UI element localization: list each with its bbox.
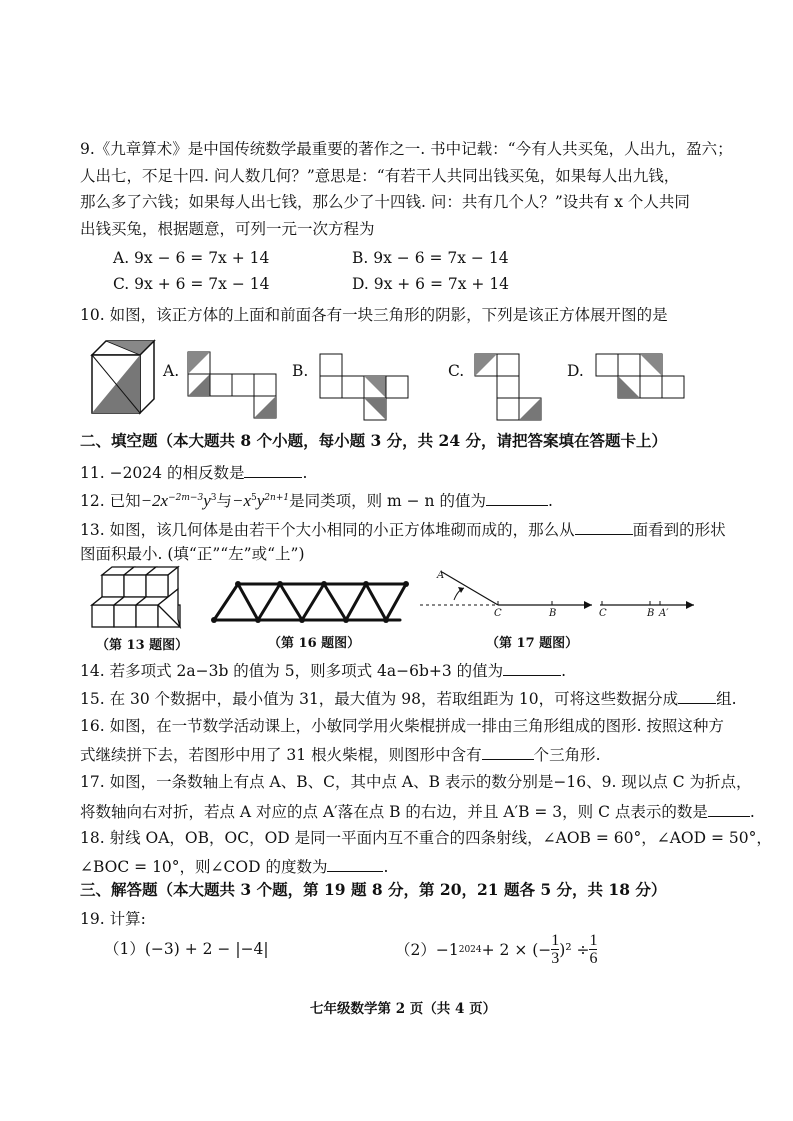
- cube-figure: [88, 337, 158, 417]
- fig17-label-b: B: [549, 608, 557, 619]
- q15-answer-blank[interactable]: [678, 687, 716, 704]
- q9-line2: 人出七，不足十四. 问人数几何？”意思是：“有若干人共同出钱买兔，如果每人出九钱，: [80, 167, 680, 185]
- q14-answer-blank[interactable]: [503, 659, 561, 676]
- figure-16-matchsticks: [208, 578, 408, 626]
- q19-text: 19. 计算:: [80, 910, 146, 928]
- net-option-a: [188, 352, 280, 418]
- q18-line1: 18. 射线 OA，OB，OC，OD 是同一平面内互不重合的四条射线，∠AOB = 60°，∠AOD = 50°，: [80, 829, 772, 847]
- q9-line3: 那么多了六钱；如果每人出七钱，那么少了十四钱. 问：共有几个人？”设共有 x 个人共同: [80, 193, 690, 211]
- q10-label-a: A.: [163, 362, 180, 380]
- figure-13-cubes: [88, 565, 188, 629]
- fraction-one-third: $\frac{1}{3}$: [551, 932, 560, 967]
- q12-answer-blank[interactable]: [486, 489, 548, 506]
- page-footer: 七年级数学第 2 页（共 4 页）: [310, 1001, 497, 1017]
- figure-16-caption: （第 16 题图）: [268, 636, 361, 651]
- q12: 12. 已知$-2x^{-2m-3}y^3$与$-x^5y^{2n+1}$是同类项，则 m − n 的值为 .: [80, 491, 553, 511]
- q17-line2: 将数轴向右对折，若点 A 对应的点 A′落在点 B 的右边，并且 A′B = 3，则 C 点表示的数是 .: [80, 800, 755, 822]
- q9-option-b: B. 9x − 6 = 7x − 14: [352, 249, 509, 267]
- section3-heading: 三、解答题（本大题共 3 个题，第 19 题 8 分，第 20，21 题各 5 分，共 18 分）: [80, 880, 667, 899]
- q16-line2: 式继续拼下去，若图形中用了 31 根火柴棍，则图形中含有 个三角形.: [80, 743, 601, 765]
- fig17-label-c2: C: [599, 608, 607, 619]
- figure-13-caption: （第 13 题图）: [96, 638, 189, 653]
- q16-line1: 16. 如图，在一节数学活动课上，小敏同学用火柴棍拼成一排由三角形组成的图形. 按照这种方: [80, 717, 724, 735]
- q18-answer-blank[interactable]: [327, 855, 383, 872]
- q10-label-c: C.: [448, 362, 465, 380]
- q15: 15. 在 30 个数据中，最小值为 31，最大值为 98，若取组距为 10，可将这些数据分成 组.: [80, 687, 737, 709]
- q11-text: 11. −2024 的相反数是: [80, 464, 245, 482]
- figure-17-number-lines: [420, 568, 700, 628]
- q9-option-a: A. 9x − 6 = 7x + 14: [113, 249, 270, 267]
- q19-part2: （2）−1 2024 + 2 × (− $\frac{1}{3}$ )² ÷ $\frac{1}{6}$: [395, 932, 598, 967]
- q9-option-c: C. 9x + 6 = 7x − 14: [113, 275, 270, 293]
- q13-line2: 图面积最小. (填“正”“左”或“上”): [80, 545, 305, 563]
- net-option-c: [475, 354, 555, 420]
- q9-option-d: D. 9x + 6 = 7x + 14: [352, 275, 510, 293]
- q14: 14. 若多项式 2a−3b 的值为 5，则多项式 4a−6b+3 的值为 .: [80, 659, 566, 681]
- q19-part1: （1）(−3) + 2 − |−4|: [104, 940, 269, 958]
- fig17-label-b2: B: [647, 608, 655, 619]
- q10-text: 10. 如图，该正方体的上面和前面各有一块三角形的阴影，下列是该正方体展开图的是: [80, 306, 668, 324]
- net-option-d: [596, 354, 688, 400]
- figure-17-caption: （第 17 题图）: [486, 636, 579, 651]
- q10-label-b: B.: [292, 362, 309, 380]
- q13-answer-blank[interactable]: [575, 518, 633, 535]
- fig17-label-a: A: [437, 570, 445, 581]
- q11-answer-blank[interactable]: [244, 461, 302, 478]
- fraction-one-sixth: $\frac{1}{6}$: [589, 932, 598, 967]
- q9-line4: 出钱买兔，根据题意，可列一元一次方程为: [80, 220, 375, 238]
- q16-answer-blank[interactable]: [482, 743, 534, 760]
- q10-label-d: D.: [567, 362, 584, 380]
- q17-answer-blank[interactable]: [708, 800, 750, 817]
- q18-line2: ∠BOC = 10°，则∠COD 的度数为 .: [80, 855, 388, 877]
- q17-line1: 17. 如图，一条数轴上有点 A、B、C，其中点 A、B 表示的数分别是−16、9. 现以点 C 为折点，: [80, 773, 752, 791]
- net-option-b: [320, 354, 412, 420]
- section2-heading: 二、填空题（本大题共 8 个小题，每小题 3 分，共 24 分，请把答案填在答题卡上）: [80, 431, 668, 450]
- fig17-label-c: C: [494, 608, 502, 619]
- q11: 11. −2024 的相反数是 .: [80, 461, 307, 483]
- q9-line1: 9.《九章算术》是中国传统数学最重要的著作之一. 书中记载：“今有人共买兔，人出九，盈六；: [80, 140, 733, 158]
- q13-line1: 13. 如图，该几何体是由若干个大小相同的小正方体堆砌而成的，那么从 面看到的形状: [80, 518, 726, 540]
- fig17-label-a-prime: A′: [659, 608, 669, 619]
